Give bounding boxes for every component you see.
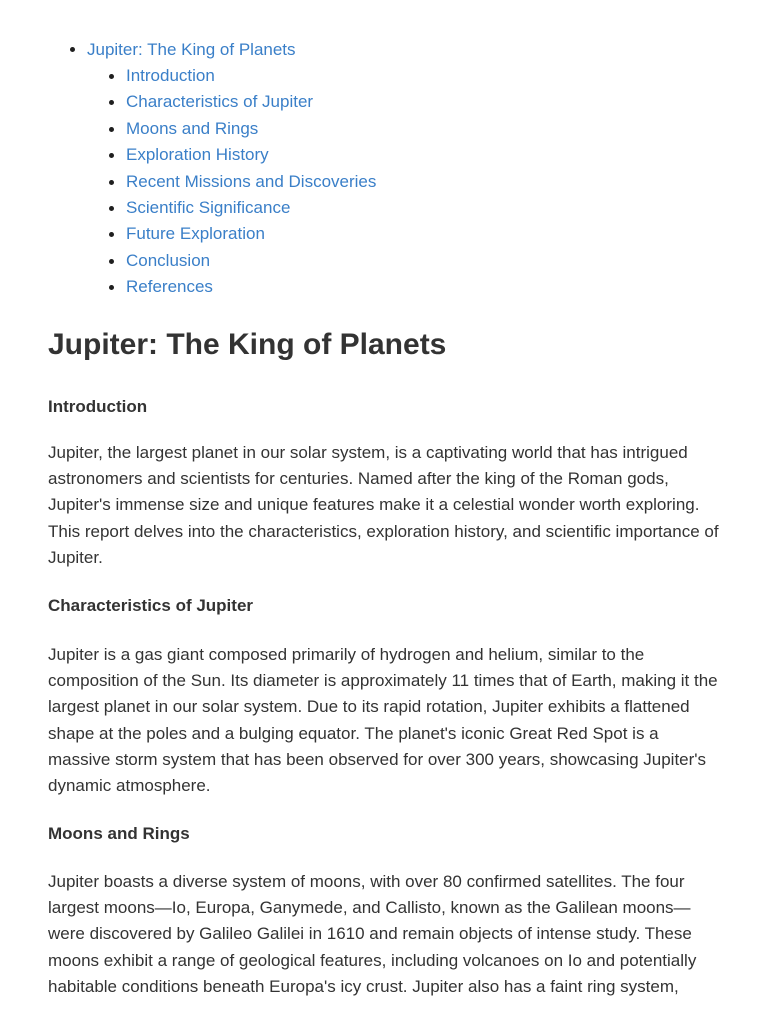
- toc-sublist: [87, 64, 720, 302]
- bullet-icon: [109, 100, 114, 105]
- toc-item-main: [48, 38, 720, 302]
- toc-link-introduction[interactable]: Introduction: [126, 66, 215, 85]
- bullet-icon: [70, 47, 75, 52]
- toc-item-references: [87, 275, 720, 301]
- section-body-characteristics: Jupiter is a gas giant composed primarily of hydrogen and helium, similar to the composition of the Sun. Its diameter is approximately 11 times that of Earth, making it the largest planet in our solar system. Due to its rapid rotation, Jupiter exhibits a flattened shape at the poles and a bulging equator. The planet's iconic Great Red Spot is a massive storm system that has been observed for over 300 years, showcasing Jupiter's dynamic atmosphere.: [48, 645, 718, 796]
- page-title: Jupiter: The King of Planets: [48, 328, 447, 361]
- section-body-moons-rings: Jupiter boasts a diverse system of moons, with over 80 confirmed satellites. The four largest moons—Io, Europa, Ganymede, and Callisto, known as the Galilean moons—were discovered by Galileo Galilei in 1610 and remain objects of intense study. These moons exhibit a range of geological features, including volcanoes on Io and potentially habitable conditions beneath Europa's icy crust. Jupiter also has a faint ring system,: [48, 872, 697, 996]
- toc-item-future-exploration: [87, 222, 720, 248]
- bullet-icon: [109, 259, 114, 264]
- bullet-icon: [109, 127, 114, 132]
- toc-item-scientific-significance: [87, 196, 720, 222]
- toc-item-characteristics: [87, 90, 720, 116]
- toc-item-introduction: [87, 64, 720, 90]
- toc-link-moons-rings[interactable]: Moons and Rings: [126, 118, 259, 138]
- toc-link-recent-missions[interactable]: Recent Missions and Discoveries: [126, 171, 377, 191]
- bullet-icon: [109, 74, 114, 79]
- toc-link-scientific-significance[interactable]: Scientific Significance: [126, 197, 291, 217]
- bullet-icon: [109, 206, 114, 211]
- section-heading-moons-rings: Moons and Rings: [48, 824, 190, 843]
- section-heading-introduction: Introduction: [48, 397, 148, 416]
- toc-item-conclusion: [87, 249, 720, 275]
- toc-link-references[interactable]: References: [126, 277, 213, 297]
- table-of-contents: [48, 38, 720, 302]
- toc-link-characteristics[interactable]: Characteristics of Jupiter: [126, 92, 314, 112]
- section-heading-characteristics: Characteristics of Jupiter: [48, 596, 254, 615]
- toc-link-main[interactable]: Jupiter: The King of Planets: [87, 40, 296, 59]
- toc-item-recent-missions: [87, 170, 720, 196]
- toc-item-exploration-history: [87, 143, 720, 169]
- toc-link-future-exploration[interactable]: Future Exploration: [126, 224, 265, 244]
- document-page: [48, 0, 720, 996]
- toc-link-exploration-history[interactable]: Exploration History: [126, 145, 269, 165]
- toc-link-conclusion[interactable]: Conclusion: [126, 250, 211, 270]
- bullet-icon: [109, 180, 114, 185]
- bullet-icon: [109, 153, 114, 158]
- toc-item-moons-rings: [87, 117, 720, 143]
- section-body-introduction: Jupiter, the largest planet in our solar system, is a captivating world that has intrigued astronomers and scientists for centuries. Named after the king of the Roman gods, Jupiter's immense size and unique features make it a celestial wonder worth exploring. This report delves into the characteristics, exploration history, and scientific importance of Jupiter.: [48, 443, 719, 567]
- bullet-icon: [109, 232, 114, 237]
- bullet-icon: [109, 285, 114, 290]
